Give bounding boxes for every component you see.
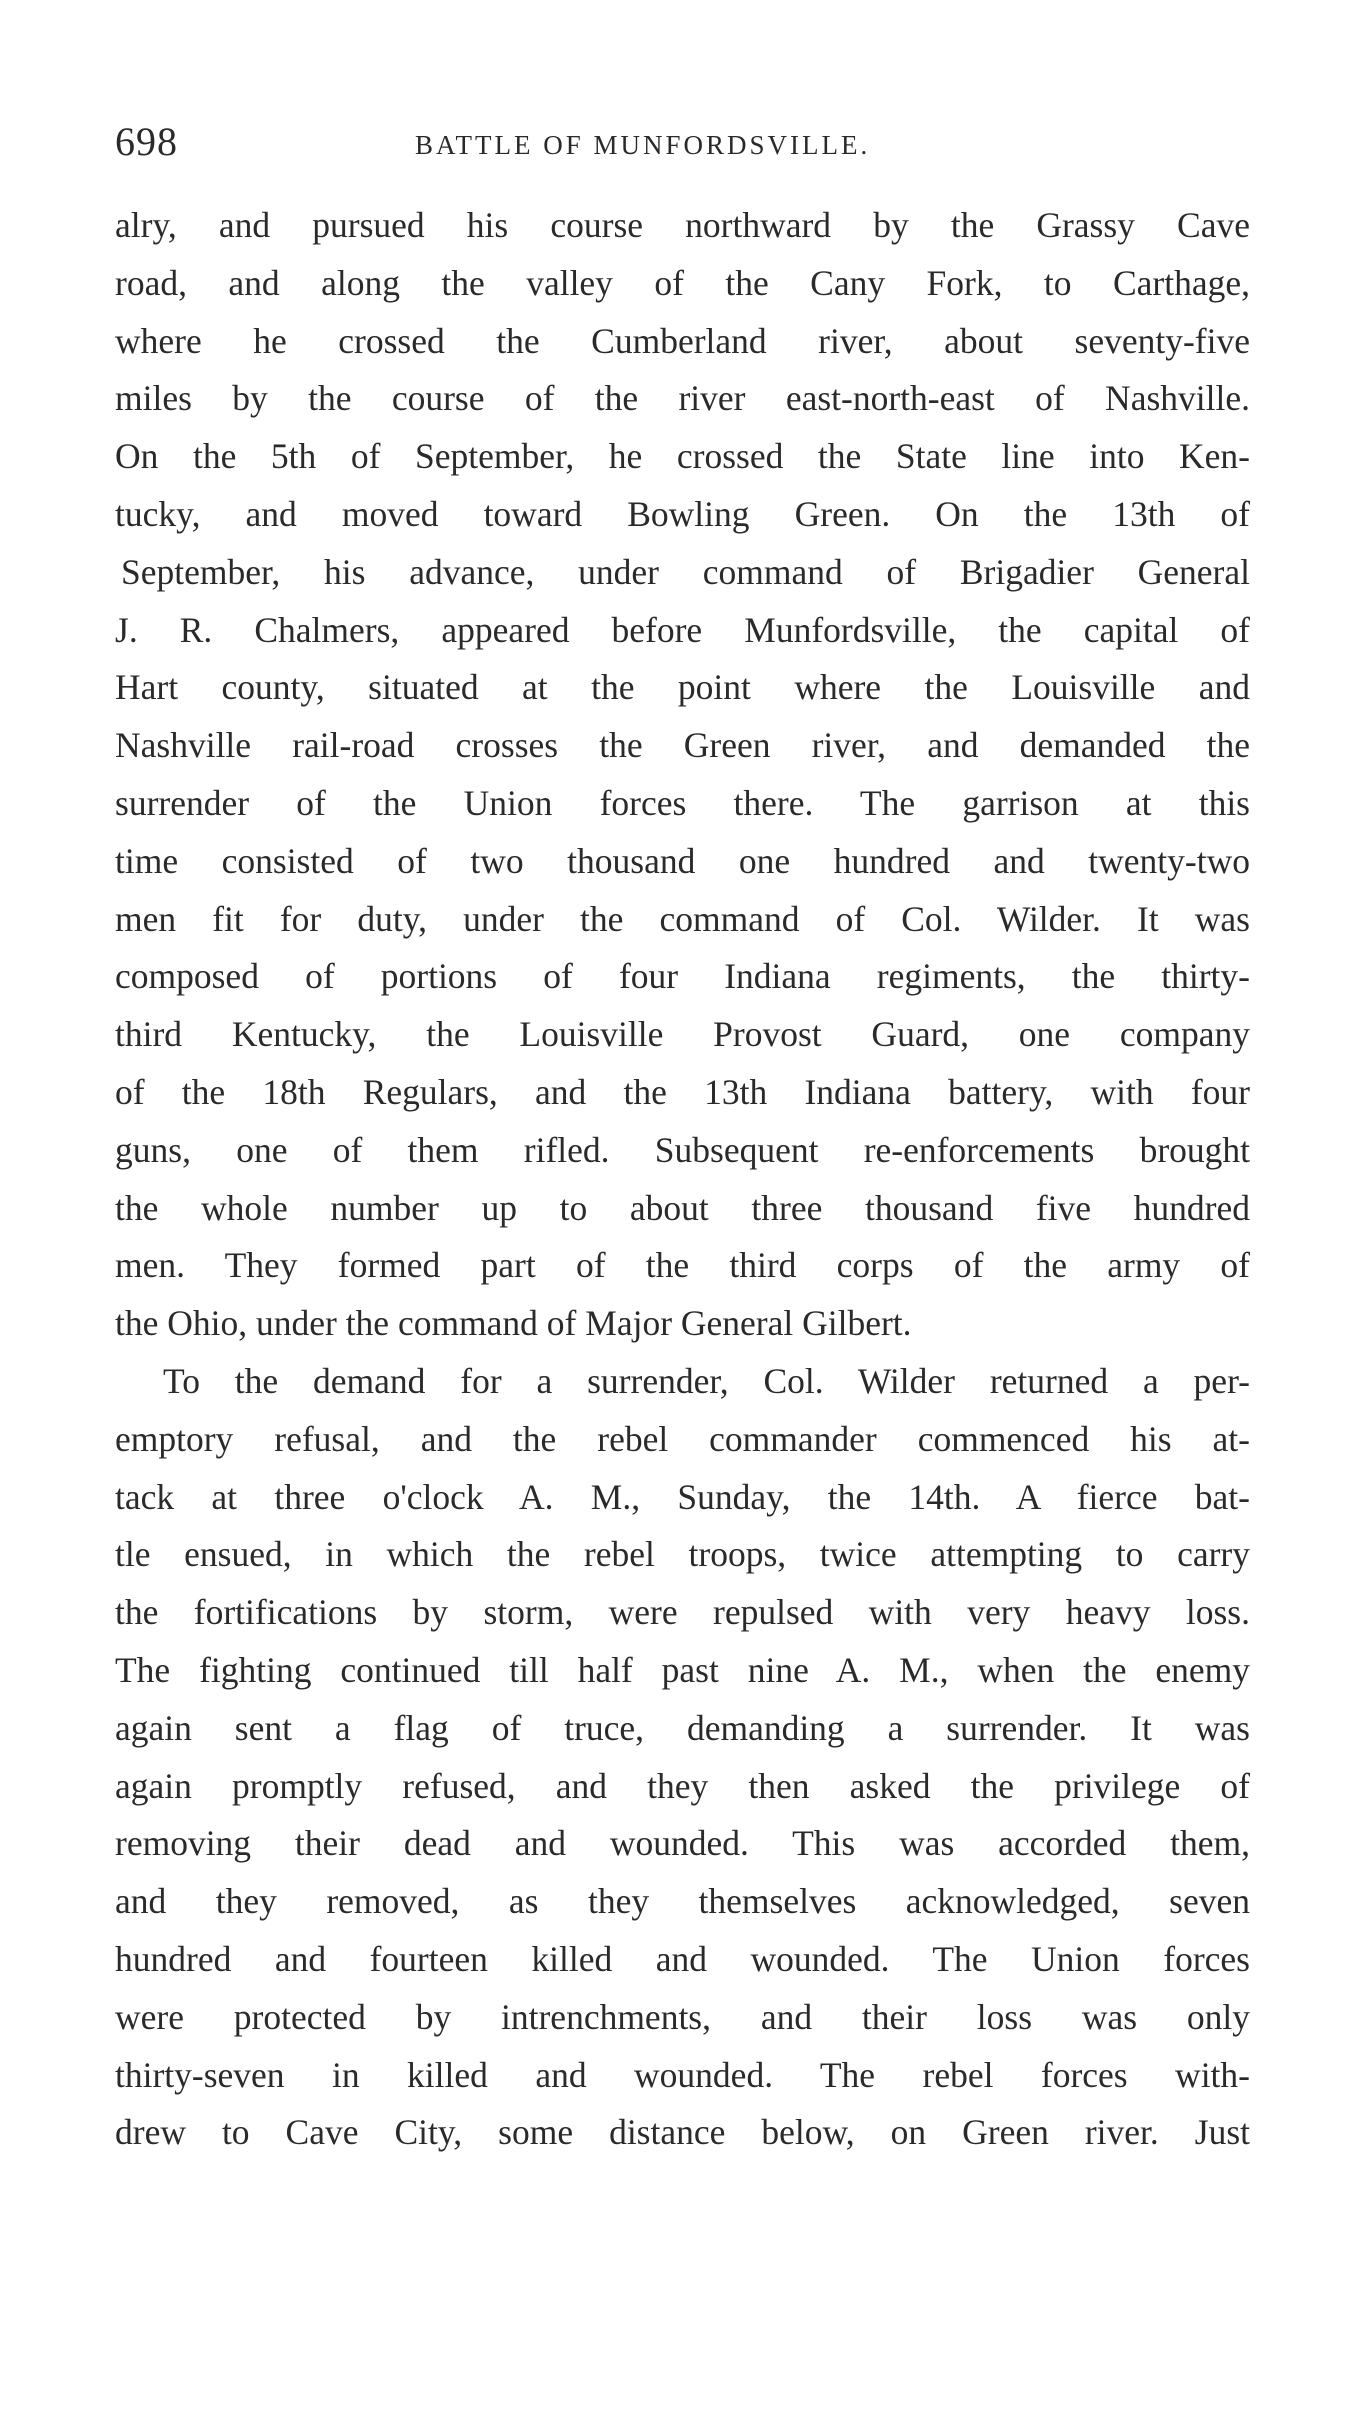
- text-line: men fit for duty, under the command of Col. Wilder. It was: [115, 898, 1250, 939]
- text-line: road, and along the valley of the Cany Fork, to Carthage,: [115, 262, 1250, 303]
- text-line: the fortifications by storm, were repulsed with very heavy loss.: [115, 1592, 1250, 1633]
- body-text: [115, 197, 1250, 2162]
- text-line: alry, and pursued his course northward by the Grassy Cave: [115, 205, 1250, 245]
- page-number: 698: [115, 119, 178, 164]
- text-line: composed of portions of four Indiana regiments, the thirty-: [115, 956, 1250, 997]
- text-line: miles by the course of the river east-north-east of Nashville.: [115, 378, 1250, 419]
- text-line: were protected by intrenchments, and their loss was only: [115, 1996, 1250, 2037]
- text-line: tucky, and moved toward Bowling Green. On the 13th of: [115, 493, 1250, 534]
- text-line: The fighting continued till half past nine A. M., when the enemy: [115, 1649, 1250, 1690]
- text-line: third Kentucky, the Louisville Provost Guard, one company: [115, 1014, 1250, 1055]
- text-line: On the 5th of September, he crossed the State line into Ken-: [115, 436, 1250, 477]
- text-line: thirty-seven in killed and wounded. The rebel forces with-: [115, 2054, 1250, 2095]
- running-title: BATTLE OF MUNFORDSVILLE.: [415, 130, 871, 160]
- paragraph-2: [115, 1353, 1250, 2162]
- text-line: and they removed, as they themselves acknowledged, seven: [115, 1881, 1250, 1922]
- text-line: where he crossed the Cumberland river, about seventy-five: [115, 320, 1250, 361]
- text-line: Hart county, situated at the point where the Louisville and: [115, 667, 1250, 708]
- text-line: J. R. Chalmers, appeared before Munfordsville, the capital of: [115, 609, 1250, 650]
- text-line: tack at three o'clock A. M., Sunday, the 14th. A fierce bat-: [115, 1476, 1250, 1517]
- text-line: men. They formed part of the third corps of the army of: [115, 1245, 1250, 1286]
- text-line: removing their dead and wounded. This was accorded them,: [115, 1823, 1250, 1864]
- text-line: September, his advance, under command of Brigadier General: [121, 551, 1250, 592]
- text-line: the Ohio, under the command of Major General Gilbert.: [115, 1303, 912, 1344]
- text-line: To the demand for a surrender, Col. Wilder returned a per-: [163, 1360, 1250, 1401]
- text-line: surrender of the Union forces there. The garrison at this: [115, 782, 1250, 823]
- text-line: of the 18th Regulars, and the 13th Indiana battery, with four: [115, 1071, 1250, 1112]
- text-line: tle ensued, in which the rebel troops, twice attempting to carry: [115, 1534, 1250, 1575]
- text-line: time consisted of two thousand one hundred and twenty-two: [115, 840, 1250, 881]
- text-line: again promptly refused, and they then asked the privilege of: [115, 1765, 1250, 1806]
- paragraph-1: [115, 197, 1250, 1353]
- text-line: emptory refusal, and the rebel commander commenced his at-: [115, 1418, 1250, 1459]
- text-line: again sent a flag of truce, demanding a surrender. It was: [115, 1707, 1250, 1748]
- running-head: [115, 118, 1250, 178]
- text-line: Nashville rail-road crosses the Green river, and demanded the: [115, 725, 1250, 766]
- text-line: drew to Cave City, some distance below, on Green river. Just: [115, 2112, 1250, 2153]
- text-line: guns, one of them rifled. Subsequent re-enforcements brought: [115, 1129, 1250, 1170]
- text-line: hundred and fourteen killed and wounded. The Union forces: [115, 1938, 1250, 1979]
- text-line: the whole number up to about three thousand five hundred: [115, 1187, 1250, 1228]
